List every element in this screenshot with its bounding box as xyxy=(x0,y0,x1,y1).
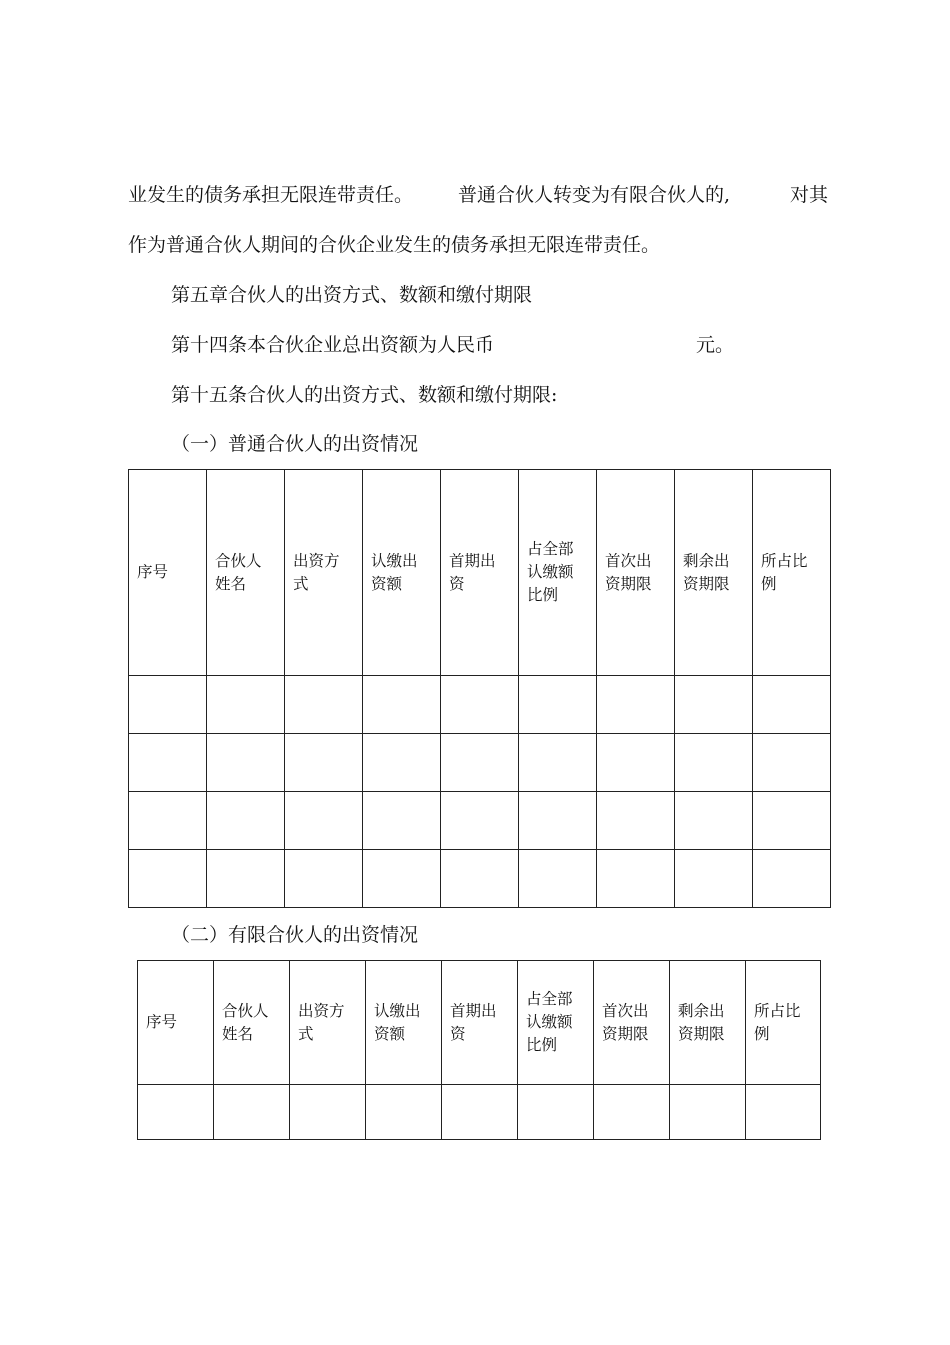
table-cell xyxy=(670,1085,746,1140)
table-cell xyxy=(363,792,441,850)
table-cell xyxy=(519,676,597,734)
header-cell xyxy=(670,961,746,1085)
header-cell xyxy=(207,470,285,676)
header-cell xyxy=(290,961,366,1085)
header-cell-text: 合伙人 xyxy=(215,551,262,570)
table-cell xyxy=(441,850,519,908)
table-cell xyxy=(366,1085,442,1140)
header-cell-text: 认缴出 xyxy=(371,551,418,570)
header-cell-text: 资期限 xyxy=(605,574,652,593)
header-cell-text: 资期限 xyxy=(683,574,730,593)
table-row xyxy=(129,676,831,734)
table-cell xyxy=(675,734,753,792)
header-cell-text: 比例 xyxy=(526,1036,558,1054)
table-cell xyxy=(285,850,363,908)
header-cell-text: 式 xyxy=(293,574,309,593)
header-cell xyxy=(366,961,442,1085)
header-cell-text: 所占比 xyxy=(761,551,808,570)
table-cell xyxy=(285,734,363,792)
header-cell-text: 认缴额 xyxy=(527,563,574,581)
table-cell xyxy=(129,850,207,908)
header-cell xyxy=(594,961,670,1085)
header-cell-text: 资 xyxy=(449,574,465,593)
header-cell-text: 剩余出 xyxy=(683,551,730,570)
header-cell xyxy=(363,470,441,676)
header-cell-text: 出资方 xyxy=(298,1001,345,1020)
table-cell xyxy=(207,792,285,850)
header-cell-text: 姓名 xyxy=(215,574,247,593)
header-cell-text: 资期限 xyxy=(678,1024,725,1043)
header-cell xyxy=(519,470,597,676)
table-cell xyxy=(753,676,831,734)
text-line1-c: 对其 xyxy=(790,184,829,206)
table-cell xyxy=(285,676,363,734)
header-cell xyxy=(138,961,214,1085)
table-cell xyxy=(597,676,675,734)
text-line1-a: 业发生的债务承担无限连带责任。 xyxy=(128,184,414,206)
table-cell xyxy=(363,676,441,734)
header-cell-text: 首次出 xyxy=(605,551,652,570)
table-cell xyxy=(129,676,207,734)
table-cell xyxy=(675,676,753,734)
article-15-text: 第十五条合伙人的出资方式、数额和缴付期限: xyxy=(171,384,558,406)
table-cell xyxy=(594,1085,670,1140)
table-cell xyxy=(363,850,441,908)
header-cell-text: 首次出 xyxy=(602,1001,649,1020)
table-cell xyxy=(207,676,285,734)
article-14-tail: 元。 xyxy=(696,334,735,356)
limited-partner-contribution-table xyxy=(137,960,821,1140)
table-cell xyxy=(519,792,597,850)
header-cell xyxy=(518,961,594,1085)
table-cell xyxy=(597,734,675,792)
header-cell-text: 首期出 xyxy=(449,551,496,570)
header-cell-text: 认缴出 xyxy=(374,1001,421,1020)
header-cell-text: 例 xyxy=(761,574,777,593)
header-cell xyxy=(675,470,753,676)
table-cell xyxy=(441,676,519,734)
table-cell xyxy=(519,734,597,792)
header-cell-text: 式 xyxy=(298,1024,314,1043)
header-cell xyxy=(285,470,363,676)
table-cell xyxy=(290,1085,366,1140)
table-header-row xyxy=(129,470,831,676)
header-cell xyxy=(129,470,207,676)
section-2-title: （二）有限合伙人的出资情况 xyxy=(171,924,419,946)
header-cell-text: 认缴额 xyxy=(526,1013,573,1031)
header-cell-text: 所占比 xyxy=(754,1001,801,1020)
header-cell-text: 例 xyxy=(754,1024,770,1043)
table-cell xyxy=(285,792,363,850)
text-line2: 作为普通合伙人期间的合伙企业发生的债务承担无限连带责任。 xyxy=(128,234,661,256)
table-cell xyxy=(442,1085,518,1140)
header-cell-text: 剩余出 xyxy=(678,1001,725,1020)
table-cell xyxy=(675,792,753,850)
header-cell-text: 资额 xyxy=(374,1024,406,1043)
table-cell xyxy=(597,850,675,908)
table-cell xyxy=(138,1085,214,1140)
header-cell-text: 占全部 xyxy=(526,990,573,1008)
header-cell-text: 姓名 xyxy=(222,1024,254,1043)
table-cell xyxy=(214,1085,290,1140)
header-cell-text: 合伙人 xyxy=(222,1001,269,1020)
header-cell-text: 比例 xyxy=(527,586,559,604)
header-cell-text: 资 xyxy=(450,1024,466,1043)
table-row xyxy=(129,792,831,850)
table-row xyxy=(129,850,831,908)
table-cell xyxy=(441,792,519,850)
table-row xyxy=(138,1085,821,1140)
table-cell xyxy=(753,792,831,850)
header-cell xyxy=(441,470,519,676)
table-cell xyxy=(753,850,831,908)
header-cell xyxy=(214,961,290,1085)
table-cell xyxy=(207,850,285,908)
header-cell xyxy=(597,470,675,676)
text-line1-b: 普通合伙人转变为有限合伙人的, xyxy=(458,184,731,206)
chapter-heading: 第五章合伙人的出资方式、数额和缴付期限 xyxy=(171,284,533,306)
header-cell-text: 首期出 xyxy=(450,1001,497,1020)
header-cell-text: 占全部 xyxy=(527,540,574,558)
table-cell xyxy=(675,850,753,908)
header-cell xyxy=(753,470,831,676)
table-cell xyxy=(129,792,207,850)
header-cell xyxy=(442,961,518,1085)
table-cell xyxy=(207,734,285,792)
table-cell xyxy=(746,1085,821,1140)
table-cell xyxy=(441,734,519,792)
table-cell xyxy=(597,792,675,850)
header-cell-text: 序号 xyxy=(146,1013,178,1031)
header-cell xyxy=(746,961,821,1085)
header-cell-text: 序号 xyxy=(137,563,169,581)
table-cell xyxy=(753,734,831,792)
table-cell xyxy=(518,1085,594,1140)
article-14-text: 第十四条本合伙企业总出资额为人民币 xyxy=(171,334,495,356)
table-cell xyxy=(129,734,207,792)
header-cell-text: 出资方 xyxy=(293,551,340,570)
header-cell-text: 资期限 xyxy=(602,1024,649,1043)
table-cell xyxy=(519,850,597,908)
general-partner-contribution-table xyxy=(128,469,831,908)
table-cell xyxy=(363,734,441,792)
table-header-row xyxy=(138,961,821,1085)
table-row xyxy=(129,734,831,792)
section-1-title: （一）普通合伙人的出资情况 xyxy=(171,433,419,455)
header-cell-text: 资额 xyxy=(371,574,403,593)
